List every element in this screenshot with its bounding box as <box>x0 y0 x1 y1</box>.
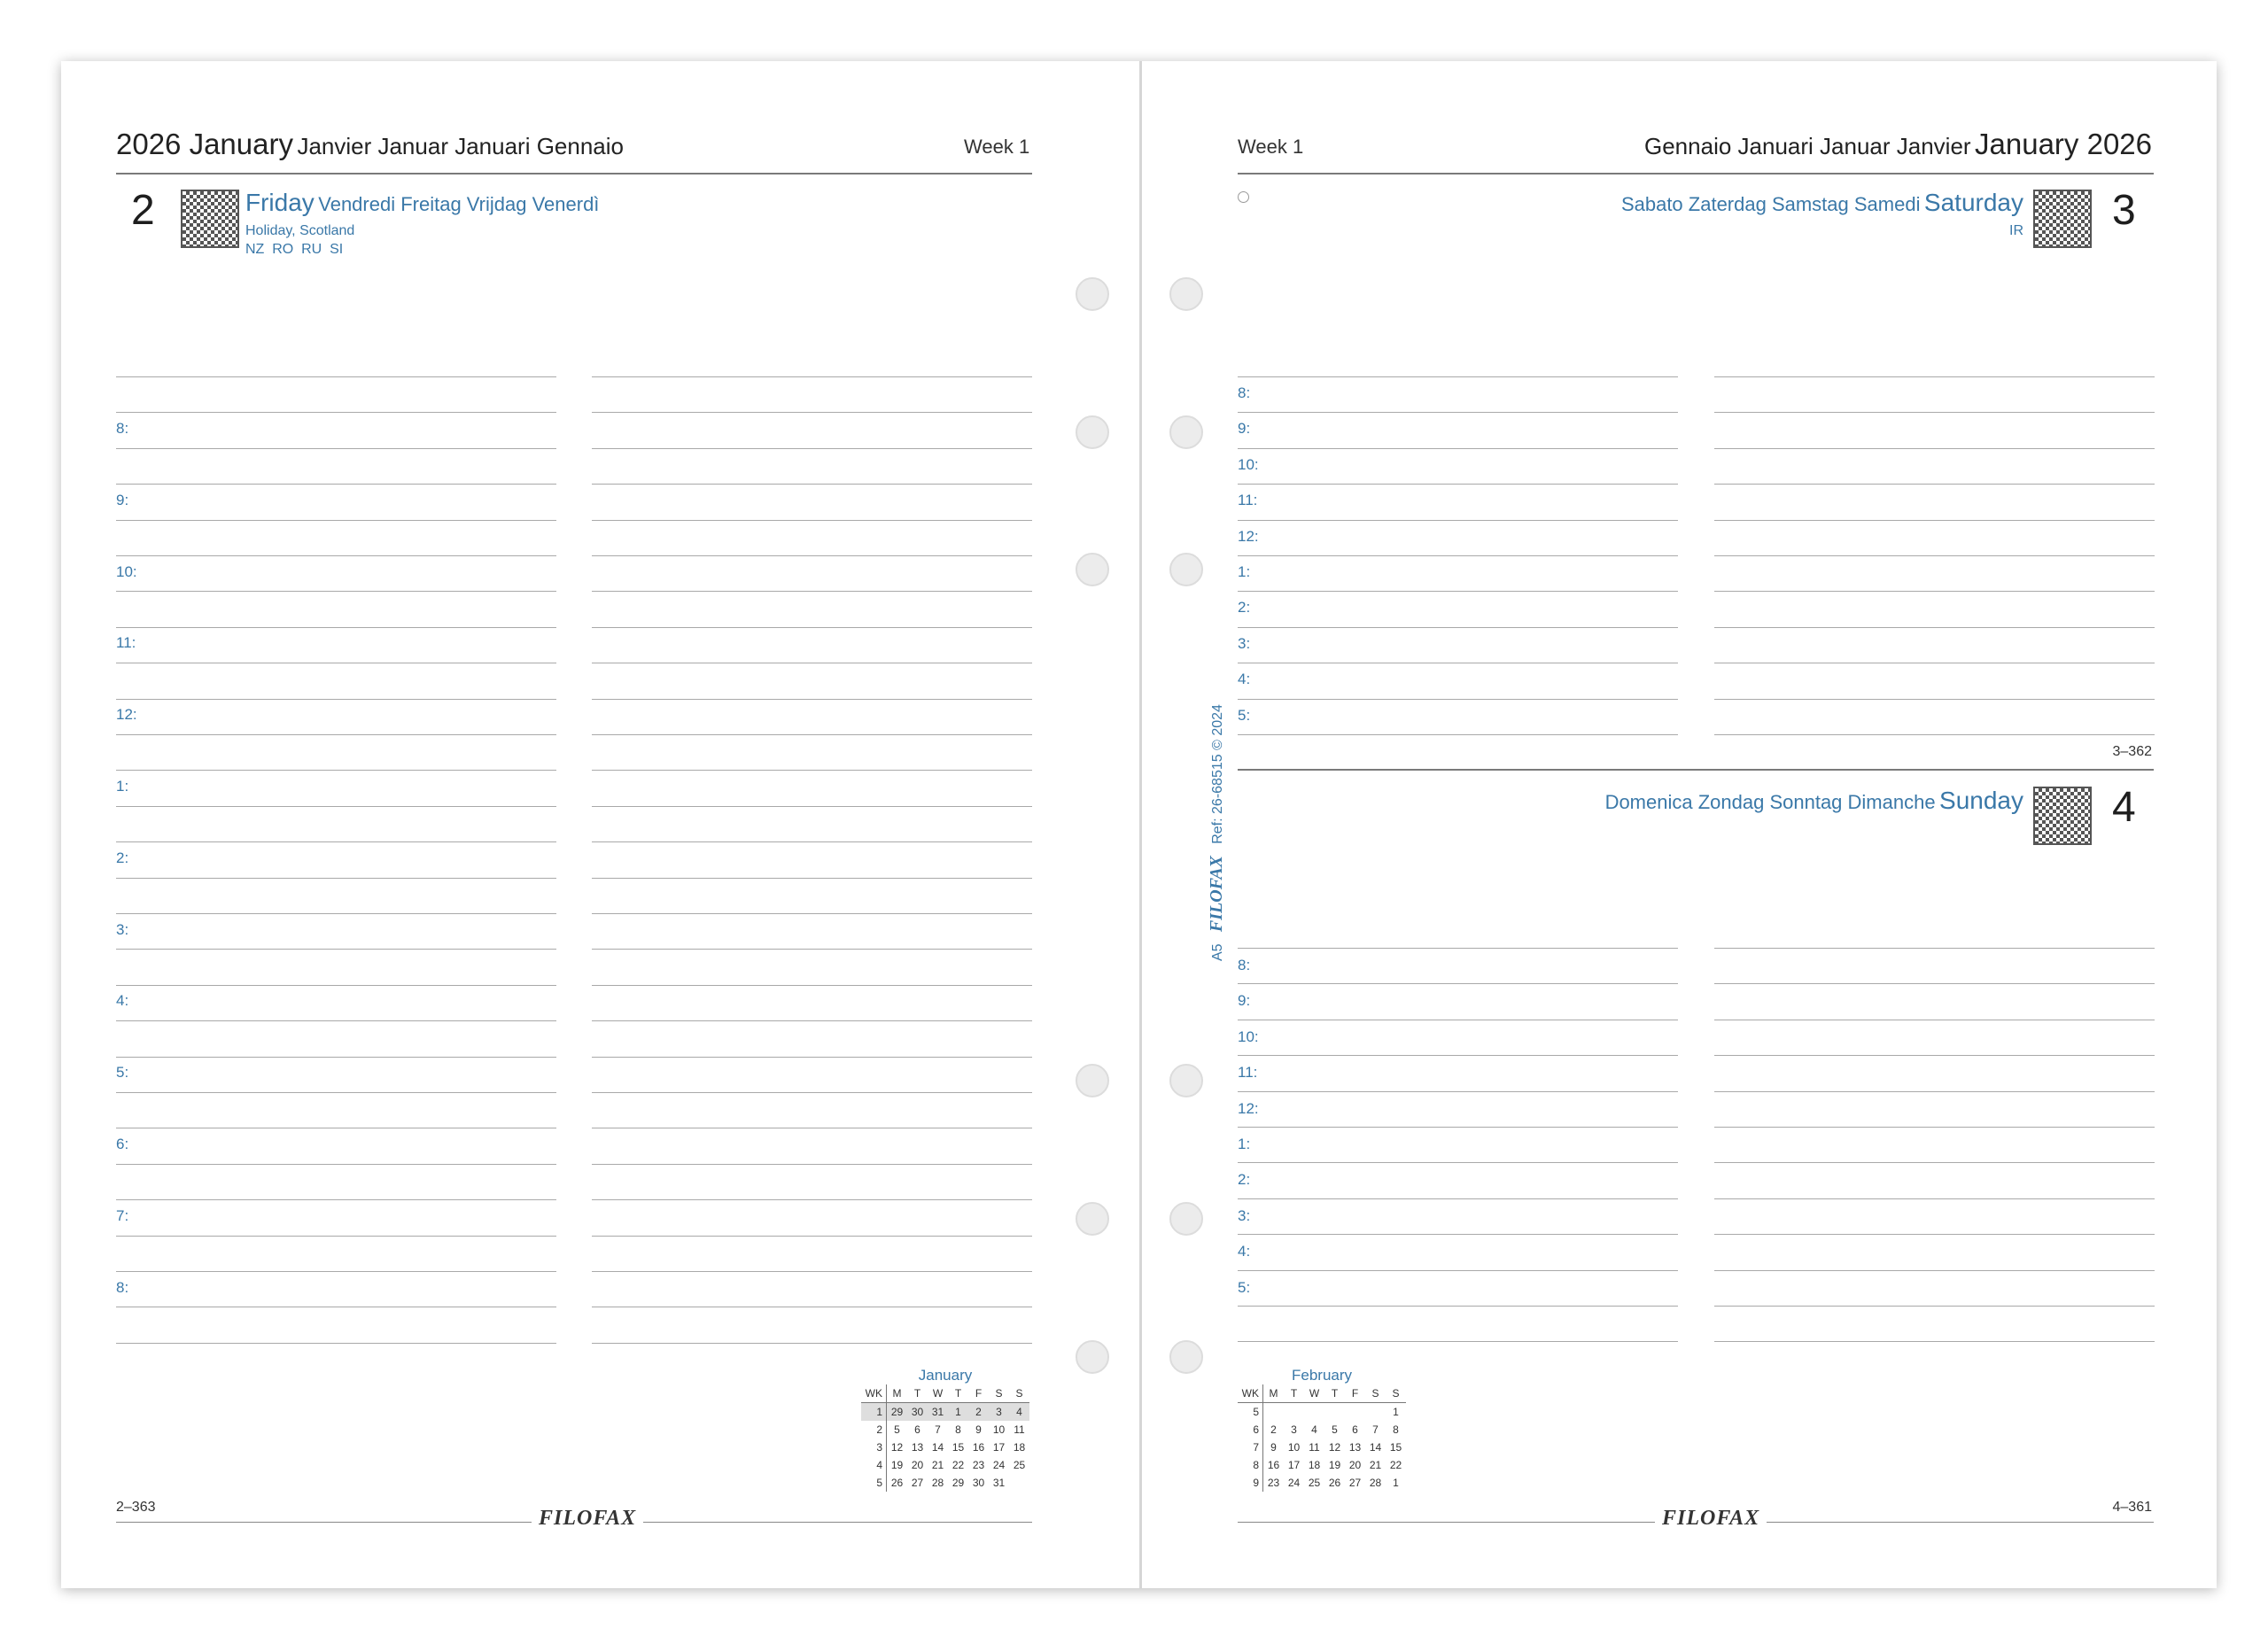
hour-label: 3: <box>1238 634 1251 652</box>
ruled-line <box>1238 412 1678 413</box>
ruled-line <box>1238 1127 1678 1128</box>
ruled-line <box>592 555 1032 556</box>
hour-label: 1: <box>116 778 129 795</box>
mini-calendar-cell: 8 <box>955 1423 961 1436</box>
filofax-logo: FILOFAX <box>532 1507 643 1531</box>
mini-calendar-cell: 20 <box>911 1459 924 1471</box>
mini-calendar-cell: 29 <box>951 1477 965 1489</box>
ruled-line <box>1238 1198 1678 1199</box>
mini-calendar-header: T <box>948 1384 968 1403</box>
ruled-line <box>116 1199 556 1200</box>
mini-calendar-cell: 4 <box>861 1456 887 1474</box>
mini-calendar-cell: 20 <box>1348 1459 1362 1471</box>
ruled-line <box>116 1271 556 1272</box>
ruled-line <box>1714 555 2155 556</box>
ruled-line <box>1714 734 2155 735</box>
spine-logo: FILOFAX <box>1207 856 1226 933</box>
ruled-line <box>1714 699 2155 700</box>
left-day-number: 2 <box>131 187 155 234</box>
mini-calendar-cell: 26 <box>1328 1477 1341 1489</box>
mini-calendar-cell: 31 <box>992 1477 1006 1489</box>
ruled-line <box>1238 948 1678 949</box>
ruled-line <box>1238 734 1678 735</box>
hour-label: 8: <box>1238 384 1251 401</box>
mini-calendar-cell: 11 <box>1014 1423 1025 1436</box>
ruled-line <box>592 1236 1032 1237</box>
ruled-line <box>592 734 1032 735</box>
mini-calendar-cell: 18 <box>1013 1441 1026 1454</box>
mini-calendar-header: W <box>928 1384 948 1403</box>
mini-calendar-cell: 17 <box>992 1441 1006 1454</box>
mini-calendar-header: T <box>1324 1384 1345 1403</box>
ruled-line <box>1714 983 2155 984</box>
ruled-line <box>592 770 1032 771</box>
hour-label: 11: <box>1238 1064 1258 1082</box>
mini-calendar-cell: 10 <box>992 1423 1006 1436</box>
mini-calendar-cell: 21 <box>931 1459 944 1471</box>
saturday-name: Saturday <box>1923 189 2023 216</box>
ruled-line <box>1714 1198 2155 1199</box>
saturday-countries: IR <box>2009 223 2023 238</box>
mini-calendar-header: M <box>887 1384 908 1403</box>
binder-hole <box>1169 415 1203 449</box>
mini-calendar-cell: 24 <box>1287 1477 1301 1489</box>
left-header-languages: Janvier Januar Januari Gennaio <box>297 133 624 159</box>
mini-calendar-header: M <box>1263 1384 1285 1403</box>
left-header-rule <box>116 173 1032 174</box>
left-header-year-month: 2026 January <box>116 128 293 160</box>
ruled-line <box>116 627 556 628</box>
mini-calendar-cell: 7 <box>1372 1423 1379 1436</box>
mini-calendar-cell: 1 <box>1393 1477 1399 1489</box>
mini-calendar-cell: 7 <box>1238 1438 1263 1456</box>
hour-label: 9: <box>1238 420 1251 438</box>
saturday-day-number: 3 <box>2112 187 2136 234</box>
ruled-line <box>592 627 1032 628</box>
ruled-line <box>592 1271 1032 1272</box>
ruled-line <box>592 1164 1032 1165</box>
ruled-line <box>592 1092 1032 1093</box>
mini-calendar-cell: 5 <box>861 1474 887 1492</box>
ruled-line <box>1238 627 1678 628</box>
ruled-line <box>116 1092 556 1093</box>
ruled-line <box>116 949 556 950</box>
ruled-line <box>116 484 556 485</box>
left-week-label: Week 1 <box>964 136 1030 158</box>
hour-label: 11: <box>1238 492 1258 509</box>
ruled-line <box>1714 376 2155 377</box>
hour-label: 8: <box>1238 957 1251 973</box>
mini-calendar-header: WK <box>1238 1384 1263 1403</box>
ruled-line <box>592 841 1032 842</box>
mini-calendar-cell: 4 <box>1009 1403 1029 1422</box>
right-header-rule <box>1238 173 2154 174</box>
ruled-line <box>1238 1055 1678 1056</box>
left-mini-calendar-title: January <box>918 1367 973 1384</box>
binder-hole <box>1076 1340 1109 1374</box>
hour-label: 3: <box>1238 1206 1251 1224</box>
hour-label: 8: <box>116 1278 129 1296</box>
hour-label: 3: <box>116 920 129 938</box>
mini-calendar-cell: 1 <box>1393 1406 1399 1418</box>
hour-label: 12: <box>1238 527 1259 545</box>
ruled-line <box>1714 1234 2155 1235</box>
mini-calendar-cell: 1 <box>948 1403 968 1422</box>
ruled-line <box>592 376 1032 377</box>
hour-label: 5: <box>116 1064 129 1082</box>
mini-calendar-cell: 10 <box>1287 1441 1301 1454</box>
mini-calendar-header: T <box>1284 1384 1304 1403</box>
ruled-line <box>1714 1055 2155 1056</box>
left-day-name: Friday <box>245 189 315 216</box>
mini-calendar-cell <box>1009 1474 1029 1492</box>
ruled-line <box>592 985 1032 986</box>
ruled-line <box>116 1164 556 1165</box>
qr-code-icon <box>2035 788 2090 843</box>
mini-calendar-cell: 31 <box>928 1403 948 1422</box>
mini-calendar-cell: 21 <box>1369 1459 1382 1471</box>
mini-calendar-cell: 14 <box>931 1441 944 1454</box>
sunday-heading <box>1605 787 2023 815</box>
mini-calendar-cell: 18 <box>1308 1459 1321 1471</box>
mini-calendar-cell: 12 <box>1328 1441 1341 1454</box>
ruled-line <box>1238 983 1678 984</box>
mini-calendar-cell: 2 <box>968 1403 989 1422</box>
binder-hole <box>1076 553 1109 586</box>
hour-label: 8: <box>116 420 129 437</box>
mini-calendar-cell: 22 <box>1389 1459 1402 1471</box>
mini-calendar-header: WK <box>861 1384 887 1403</box>
binder-hole <box>1169 553 1203 586</box>
mini-calendar-cell: 3 <box>989 1403 1009 1422</box>
saturday-page-number: 3–362 <box>2112 744 2152 759</box>
hour-label: 2: <box>116 849 129 866</box>
mini-calendar-cell: 7 <box>935 1423 941 1436</box>
mini-calendar-cell: 17 <box>1287 1459 1301 1471</box>
mini-calendar-cell: 22 <box>951 1459 965 1471</box>
mini-calendar-cell: 6 <box>914 1423 920 1436</box>
ruled-line <box>116 591 556 592</box>
saturday-languages: Sabato Zaterdag Samstag Samedi <box>1620 193 1921 215</box>
mini-calendar-cell: 28 <box>1369 1477 1382 1489</box>
mini-calendar-cell: 13 <box>1348 1441 1362 1454</box>
mini-calendar-cell: 19 <box>890 1459 904 1471</box>
ruled-line <box>592 806 1032 807</box>
mini-calendar-cell: 4 <box>1311 1423 1317 1436</box>
ruled-line <box>1714 1270 2155 1271</box>
mini-calendar-cell <box>1263 1403 1285 1422</box>
spine-size: A5 <box>1210 943 1225 961</box>
right-header-languages: Gennaio Januari Januar Janvier <box>1644 133 1971 159</box>
hour-label: 5: <box>1238 706 1251 724</box>
mini-calendar-cell: 25 <box>1013 1459 1026 1471</box>
hour-label: 1: <box>1238 1136 1251 1152</box>
hour-label: 6: <box>116 1136 129 1152</box>
mini-calendar-cell: 24 <box>992 1459 1006 1471</box>
ruled-line <box>116 806 556 807</box>
mini-calendar-cell: 6 <box>1238 1421 1263 1438</box>
mini-calendar-header: S <box>989 1384 1009 1403</box>
mini-calendar-cell: 16 <box>1267 1459 1280 1471</box>
mini-calendar-cell <box>1304 1403 1324 1422</box>
ruled-line <box>116 699 556 700</box>
hour-label: 9: <box>1238 992 1251 1010</box>
hour-label: 11: <box>116 634 136 652</box>
ruled-line <box>592 412 1032 413</box>
ruled-line <box>1238 1234 1678 1235</box>
ruled-line <box>1714 1306 2155 1307</box>
ruled-line <box>592 913 1032 914</box>
ruled-line <box>1238 484 1678 485</box>
spine-reference-text <box>1207 704 1227 961</box>
ruled-line <box>592 1057 1032 1058</box>
ruled-line <box>116 1020 556 1021</box>
right-header <box>1644 128 2152 161</box>
ruled-line <box>1714 1091 2155 1092</box>
hour-label: 2: <box>1238 1171 1251 1189</box>
ruled-line <box>116 913 556 914</box>
mini-calendar-cell: 5 <box>1238 1403 1263 1422</box>
mini-calendar-cell: 13 <box>911 1441 924 1454</box>
ruled-line <box>116 985 556 986</box>
mini-calendar-cell <box>1284 1403 1304 1422</box>
hour-label: 4: <box>1238 671 1251 688</box>
ruled-line <box>1714 627 2155 628</box>
mini-calendar-cell <box>1365 1403 1386 1422</box>
ruled-line <box>1238 1270 1678 1271</box>
mini-calendar-cell: 8 <box>1393 1423 1399 1436</box>
ruled-line <box>592 520 1032 521</box>
binder-hole <box>1169 1340 1203 1374</box>
left-countries: NZ RO RU SI <box>245 242 344 257</box>
hour-label: 9: <box>116 491 129 508</box>
right-week-label: Week 1 <box>1238 136 1304 158</box>
left-page-number: 2–363 <box>116 1500 156 1515</box>
ruled-line <box>592 1020 1032 1021</box>
ruled-line <box>116 412 556 413</box>
sunday-day-number: 4 <box>2112 784 2136 831</box>
right-mini-calendar <box>1238 1367 1406 1492</box>
binder-hole <box>1076 1064 1109 1097</box>
sunday-languages: Domenica Zondag Sonntag Dimanche <box>1604 791 1936 813</box>
mini-calendar-cell: 8 <box>1238 1456 1263 1474</box>
mini-calendar-cell: 12 <box>890 1441 904 1454</box>
ruled-line <box>1714 948 2155 949</box>
ruled-line <box>592 484 1032 485</box>
sunday-name: Sunday <box>1939 787 2023 814</box>
mini-calendar-header: S <box>1009 1384 1029 1403</box>
mini-calendar-cell: 30 <box>907 1403 928 1422</box>
qr-code-icon <box>183 191 237 246</box>
left-day-heading <box>245 189 599 217</box>
ruled-line <box>116 770 556 771</box>
mini-calendar-cell <box>1324 1403 1345 1422</box>
ruled-line <box>1238 555 1678 556</box>
ruled-line <box>116 1236 556 1237</box>
ruled-line <box>1238 1341 1678 1342</box>
ruled-line <box>1714 412 2155 413</box>
ring-icon <box>1238 191 1249 203</box>
mini-calendar-cell: 11 <box>1309 1441 1320 1454</box>
ruled-line <box>592 591 1032 592</box>
hour-label: 5: <box>1238 1278 1251 1296</box>
mini-calendar-cell: 25 <box>1308 1477 1321 1489</box>
ruled-line <box>116 1343 556 1344</box>
hour-label: 10: <box>116 562 137 580</box>
ruled-line <box>116 376 556 377</box>
ruled-line <box>1238 699 1678 700</box>
spine-fold <box>1139 61 1142 1588</box>
mini-calendar-cell: 2 <box>1270 1423 1277 1436</box>
mini-calendar-cell: 3 <box>1291 1423 1297 1436</box>
ruled-line <box>116 734 556 735</box>
hour-label: 4: <box>1238 1243 1251 1260</box>
mini-calendar-cell: 2 <box>861 1421 887 1438</box>
mini-calendar-cell: 14 <box>1369 1441 1382 1454</box>
ruled-line <box>1238 1306 1678 1307</box>
sunday-page-number: 4–361 <box>2112 1500 2152 1515</box>
binder-hole <box>1076 277 1109 311</box>
ruled-line <box>1714 484 2155 485</box>
ruled-line <box>592 1343 1032 1344</box>
ruled-line <box>1714 591 2155 592</box>
mini-calendar-header: F <box>1345 1384 1365 1403</box>
hour-label: 10: <box>1238 1028 1259 1045</box>
mini-calendar-cell: 1 <box>861 1403 887 1422</box>
hour-label: 7: <box>116 1206 129 1224</box>
hour-label: 4: <box>116 992 129 1010</box>
mini-calendar-header: W <box>1304 1384 1324 1403</box>
mini-calendar-cell: 28 <box>931 1477 944 1489</box>
hour-label: 12: <box>1238 1099 1259 1117</box>
binder-hole <box>1076 415 1109 449</box>
saturday-heading <box>1621 189 2023 217</box>
hour-label: 10: <box>1238 455 1259 473</box>
ruled-line <box>1238 448 1678 449</box>
mini-calendar-cell: 6 <box>1352 1423 1358 1436</box>
mini-calendar-cell: 23 <box>972 1459 985 1471</box>
hour-label: 12: <box>116 706 137 724</box>
mini-calendar-cell: 19 <box>1328 1459 1341 1471</box>
mini-calendar-cell: 3 <box>861 1438 887 1456</box>
ruled-line <box>1714 1162 2155 1163</box>
ruled-line <box>1238 1162 1678 1163</box>
mini-calendar-cell: 5 <box>894 1423 900 1436</box>
mini-calendar-cell: 9 <box>1238 1474 1263 1492</box>
ruled-line <box>1238 591 1678 592</box>
binder-hole <box>1169 277 1203 311</box>
ruled-line <box>592 448 1032 449</box>
mini-calendar-cell: 16 <box>972 1441 985 1454</box>
right-header-month-year: January 2026 <box>1975 128 2152 160</box>
ruled-line <box>1714 448 2155 449</box>
binder-hole <box>1076 1202 1109 1236</box>
ruled-line <box>1238 376 1678 377</box>
ruled-line <box>592 949 1032 950</box>
filofax-logo: FILOFAX <box>1655 1507 1767 1531</box>
qr-code-icon <box>2035 191 2090 246</box>
mini-calendar-cell: 29 <box>887 1403 908 1422</box>
mini-calendar-cell: 5 <box>1332 1423 1338 1436</box>
mini-calendar-header: S <box>1365 1384 1386 1403</box>
right-mini-calendar-title: February <box>1291 1367 1353 1384</box>
mini-calendar-cell: 15 <box>951 1441 965 1454</box>
ruled-line <box>116 841 556 842</box>
ruled-line <box>1714 1341 2155 1342</box>
hour-label: 2: <box>1238 599 1251 616</box>
ruled-line <box>1238 1091 1678 1092</box>
ruled-line <box>116 448 556 449</box>
hour-label: 1: <box>1238 563 1251 580</box>
day-divider-rule <box>1238 769 2154 771</box>
mini-calendar-cell: 30 <box>972 1477 985 1489</box>
ruled-line <box>1714 520 2155 521</box>
ruled-line <box>1238 520 1678 521</box>
ruled-line <box>1714 1127 2155 1128</box>
left-header <box>116 128 624 161</box>
ruled-line <box>116 878 556 879</box>
mini-calendar-cell <box>1345 1403 1365 1422</box>
mini-calendar-cell: 26 <box>890 1477 904 1489</box>
left-mini-calendar <box>861 1367 1029 1492</box>
binder-hole <box>1169 1064 1203 1097</box>
mini-calendar-cell: 27 <box>911 1477 924 1489</box>
mini-calendar-header: T <box>907 1384 928 1403</box>
left-holiday: Holiday, Scotland <box>245 223 355 238</box>
mini-calendar-cell: 9 <box>975 1423 982 1436</box>
mini-calendar-header: F <box>968 1384 989 1403</box>
left-day-languages: Vendredi Freitag Vrijdag Venerdì <box>318 193 600 215</box>
mini-calendar-cell: 23 <box>1267 1477 1280 1489</box>
mini-calendar-cell: 15 <box>1389 1441 1402 1454</box>
mini-calendar-cell: 27 <box>1348 1477 1362 1489</box>
ruled-line <box>592 878 1032 879</box>
ruled-line <box>116 555 556 556</box>
mini-calendar-header: S <box>1386 1384 1406 1403</box>
ruled-line <box>592 1199 1032 1200</box>
mini-calendar-cell: 9 <box>1270 1441 1277 1454</box>
binder-hole <box>1169 1202 1203 1236</box>
ruled-line <box>592 699 1032 700</box>
spine-ref: Ref: 26-68515 © 2024 <box>1210 704 1225 844</box>
ruled-line <box>116 1057 556 1058</box>
ruled-line <box>116 520 556 521</box>
